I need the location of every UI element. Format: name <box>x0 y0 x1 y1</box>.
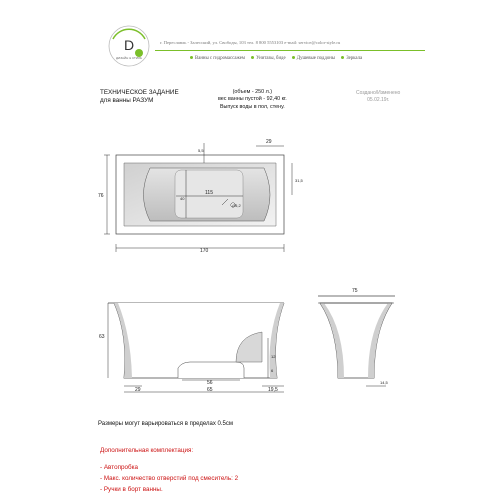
created-date: 05.02.19г. <box>367 97 390 103</box>
logo-sub: ДИЗАЙН & СТИЛЬ <box>116 56 142 60</box>
dim-top-length: 170 <box>200 248 209 254</box>
spec-volume: (объем - 250 л.) <box>232 89 273 95</box>
dim-top-width: 76 <box>98 193 104 199</box>
dim-side-6: 6 <box>271 368 274 373</box>
title-line-2: для ванны РАЗУМ <box>100 97 154 104</box>
created-label: Создано/Изменено <box>356 90 401 96</box>
contact-line: г. Переславль - Залесский, ул. Свободы, 103 тел. 8 800 5553103 e-mail: service@color-style.ru <box>160 40 341 45</box>
dim-side-height: 63 <box>99 334 105 340</box>
dim-end-width: 75 <box>352 288 358 294</box>
tolerance-note: Размеры могут варьироваться в пределах 0.5см <box>98 421 233 427</box>
end-view <box>318 296 395 386</box>
options-header: Дополнительная комплектация: <box>100 447 194 454</box>
nav-item-hydromassage[interactable]: Ванны с гидромассажем <box>190 56 245 61</box>
dim-side-12: 12 <box>271 354 276 359</box>
list-item: - Макс. количество отверстий под смеситель: 2 <box>100 475 239 482</box>
dim-top-drain: Ø5,2 <box>232 203 241 208</box>
dim-end-145: 14,5 <box>380 380 388 385</box>
spec-drain: Выпуск воды в пол, стену. <box>219 103 285 110</box>
dim-side-65: 65 <box>207 387 213 393</box>
title-line-1: ТЕХНИЧЕСКОЕ ЗАДАНИЕ <box>100 89 179 96</box>
dim-side-29: 29 <box>135 387 141 393</box>
dim-side-195: 19,5 <box>268 387 278 393</box>
dim-top-29: 29 <box>266 139 272 145</box>
dim-top-315: 31,5 <box>295 178 303 183</box>
spec-weight: вес ванны пустой - 92,40 кг. <box>218 96 287 103</box>
logo-letter: D <box>123 37 135 53</box>
side-view-plinth <box>178 362 244 378</box>
options-list <box>100 462 238 495</box>
nav-item-shower-trays[interactable]: Душевые поддоны <box>292 56 335 61</box>
side-view <box>108 303 284 392</box>
list-item: - Ручки в борт ванны. <box>100 486 163 493</box>
dim-top-floor: 115 <box>205 190 213 196</box>
dim-side-56: 56 <box>207 380 213 386</box>
top-view <box>104 143 292 252</box>
list-item: - Автопробка <box>100 464 138 471</box>
dim-top-40: 40 <box>180 196 185 201</box>
nav-item-toilets[interactable]: Унитазы, биде <box>251 56 286 61</box>
dim-top-55: 5,5 <box>198 148 204 153</box>
nav-item-mirrors[interactable]: Зеркала <box>341 56 362 61</box>
